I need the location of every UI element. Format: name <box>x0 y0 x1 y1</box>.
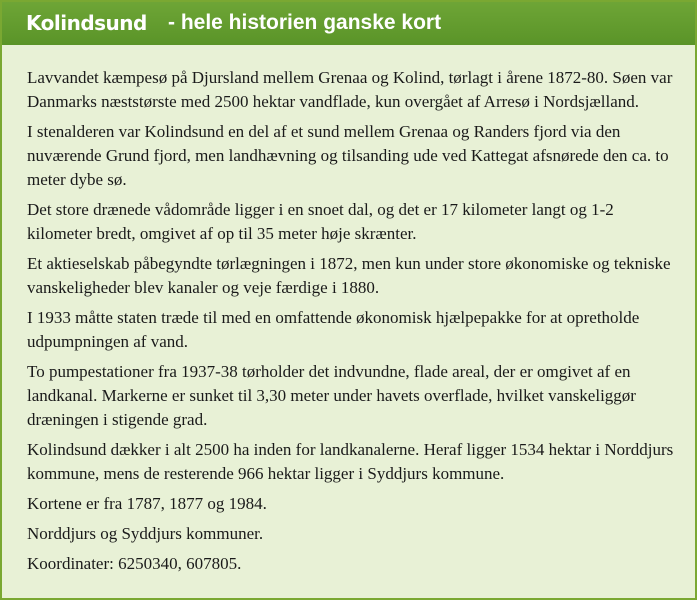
panel-subtitle: - hele historien ganske kort <box>168 11 442 34</box>
panel-title: Kolindsund <box>26 11 147 35</box>
paragraph-maps: Kortene er fra 1787, 1877 og 1984. <box>27 494 267 513</box>
paragraph-state-aid: I 1933 måtte staten træde til med en omfattende økonomisk hjælpepakke for at opretholde udpumpningen af vand. <box>27 308 640 351</box>
paragraph-area: Kolindsund dækker i alt 2500 ha inden for landkanalerne. Heraf ligger 1534 hektar i Norddjurs kommune, mens de resterende 966 hektar ligger i Syddjurs kommune. <box>27 440 674 483</box>
paragraph-intro: Lavvandet kæmpesø på Djursland mellem Grenaa og Kolind, tørlagt i årene 1872-80. Søen var Danmarks næststørste med 2500 hektar vandflade, kun overgået af Arresø i Nordsjælland. <box>27 68 673 111</box>
paragraph-drainage-start: Et aktieselskab påbegyndte tørlægningen i 1872, men kun under store økonomiske og tekniske vanskeligheder blev kanaler og veje færdige i 1880. <box>27 254 671 297</box>
paragraph-municipalities: Norddjurs og Syddjurs kommuner. <box>27 524 264 543</box>
panel-header <box>2 2 695 45</box>
paragraph-wetland: Det store drænede vådområde ligger i en snoet dal, og det er 17 kilometer langt og 1-2 kilometer bredt, omgivet af op til 35 meter høje skrænter. <box>27 200 614 243</box>
paragraph-stone-age: I stenalderen var Kolindsund en del af et sund mellem Grenaa og Randers fjord via den nuværende Grund fjord, men landhævning og tilsanding ude ved Kattegat afsnørede den ca. to meter dybe sø. <box>27 122 669 189</box>
paragraph-pump-stations: To pumpestationer fra 1937-38 tørholder det indvundne, flade areal, der er omgivet af en landkanal. Markerne er sunket til 3,30 meter under havets overflade, hvilket vanskeliggør dræningen i stigende grad. <box>27 362 636 429</box>
paragraph-coordinates: Koordinater: 6250340, 607805. <box>27 554 242 573</box>
panel-body <box>27 66 679 582</box>
